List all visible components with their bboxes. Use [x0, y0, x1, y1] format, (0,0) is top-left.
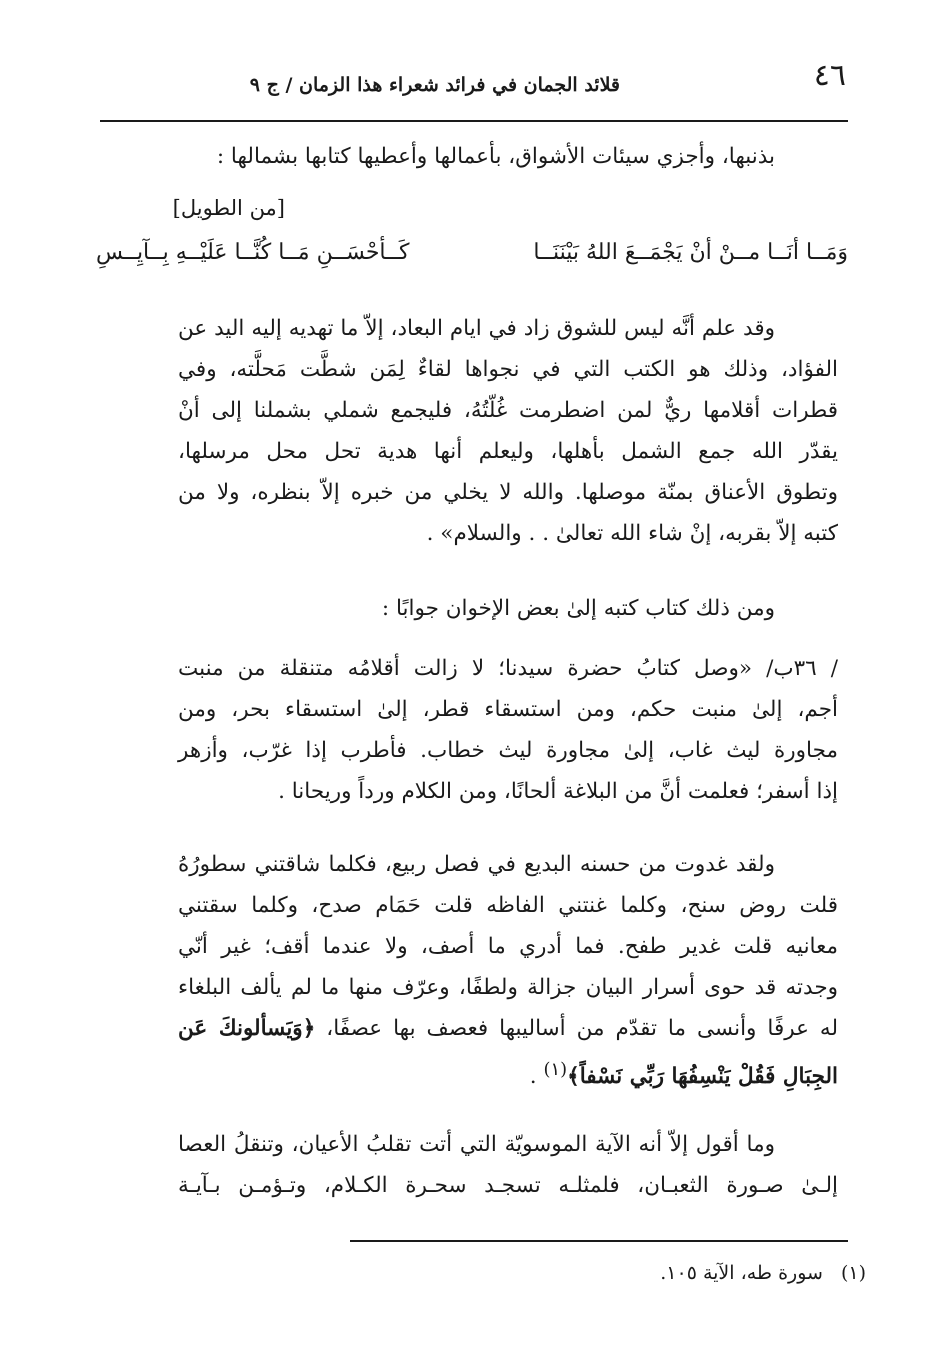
quran-quote-end: الجِبَالِ فَقُلْ يَنْسِفُهَا رَبِّي نَسْفاً﴾: [567, 1064, 838, 1090]
meter-label: [من الطويل]: [172, 196, 285, 220]
footnote-marker: (١): [543, 1059, 568, 1080]
paragraph-line: كتبه إلاّ بقربه، إنْ شاء الله تعالىٰ . . والسلام» .: [426, 521, 838, 546]
paragraph-line: وما أقول إلاّ أنه الآية الموسويّة التي أتت تقلبُ الأعيان، وتنقلُ العصا: [178, 1132, 775, 1157]
page-number: ٤٦: [813, 58, 846, 93]
paragraph-line: وجدته قد حوى أسرار البيان جزالة ولطفًا، وعرّف منها ما لم يألف البلغاء: [178, 975, 838, 1000]
paragraph-text: له عرفًا وأنسى ما تقدّم من أساليبها فعصف بها عصفًا،: [326, 1016, 839, 1041]
paragraph-line: قلت روض سنح، وكلما غنتني الفاظه قلت حَمَام صدح، وكلما سقتني: [178, 893, 838, 918]
verse-hemistich-first: وَمَــا أنَــا مــنْ أنْ يَجْمَــعَ اللهُ بَيْنَنَــا: [533, 240, 848, 265]
paragraph-line: الفؤاد، وذلك هو الكتب التي في نجواها لقاءٌ لِمَن شطَّت مَحلَّته، وفي: [178, 357, 838, 382]
running-head: قلائد الجمان في فرائد شعراء هذا الزمان / ج ٩: [249, 74, 620, 96]
paragraph-line: إلـىٰ صـورة الثعبـان، فلمثلـه تسجـد سحـرة الكـلام، وتـؤمـن بـآيـة: [178, 1173, 838, 1198]
paragraph-line: وقد علم أنَّه ليس للشوق زاد في ايام البعاد، إلاّ ما تهديه إليه اليد عن: [178, 316, 775, 341]
paragraph-line: ولقد غدوت من حسنه البديع في فصل ربيع، فكلما شاقتني سطورُهُ: [178, 852, 775, 877]
paragraph-line: [178, 1053, 838, 1094]
footnote-text: سورة طه، الآية ١٠٥.: [660, 1262, 823, 1284]
paragraph-line: أجم، إلىٰ منبت حكم، ومن استسقاء قطر، إلىٰ استسقاء بحر، ومن: [178, 697, 838, 722]
paragraph-line: معانيه قلت غدير طفح. فما أدري ما أصف، ولا عندما أقف؛ غير أنّي: [178, 934, 838, 959]
paragraph-line: إذا أسفر؛ فعلمت أنَّ من البلاغة ألحانًا، ومن الكلام ورداً وريحانا .: [278, 779, 838, 804]
section-intro: ومن ذلك كتاب كتبه إلىٰ بعض الإخوان جوابًا :: [381, 596, 775, 621]
verse-hemistich-second: كَــأحْسَــنِ مَــا كُنَّــا عَلَيْــهِ بِــآيِــسِ: [96, 240, 410, 265]
footnote: [660, 1262, 866, 1284]
paragraph-line: / ٣٦ب/ «وصل كتابُ حضرة سيدنا؛ لا زالت أقلامُه متنقلة من منبت: [178, 656, 839, 681]
footnote-number: (١): [840, 1262, 866, 1284]
quran-quote-start: ﴿وَيَسألونكَ عَن: [178, 1016, 316, 1041]
paragraph-line: يقدّر الله جمع الشمل بأهلها، وليعلم أنها هدية تحل محل مرسلها،: [178, 439, 838, 464]
paragraph-line: قطرات أقلامها ريٌّ لمن اضطرمت غُلّتُهُ، فليجمع شملي بشملنا إلى أنْ: [178, 398, 838, 423]
paragraph-line: مجاورة ليث غاب، إلىٰ مجاورة ليث خطاب. فأطرب إذا غرّب، وأزهر: [178, 738, 838, 763]
paragraph-end: .: [529, 1064, 544, 1090]
verse-line: [96, 240, 848, 280]
footnote-rule: [350, 1240, 848, 1242]
intro-line: بذنبها، وأجزي سيئات الأشواق، بأعمالها وأعطيها كتابها بشمالها :: [216, 144, 775, 169]
paragraph-line: وتطوق الأعناق بمنّة موصلها. والله لا يخلي من خبره إلاّ بنظره، ولا من: [178, 480, 838, 505]
header-rule: [100, 120, 848, 122]
paragraph-line: [178, 1012, 838, 1046]
